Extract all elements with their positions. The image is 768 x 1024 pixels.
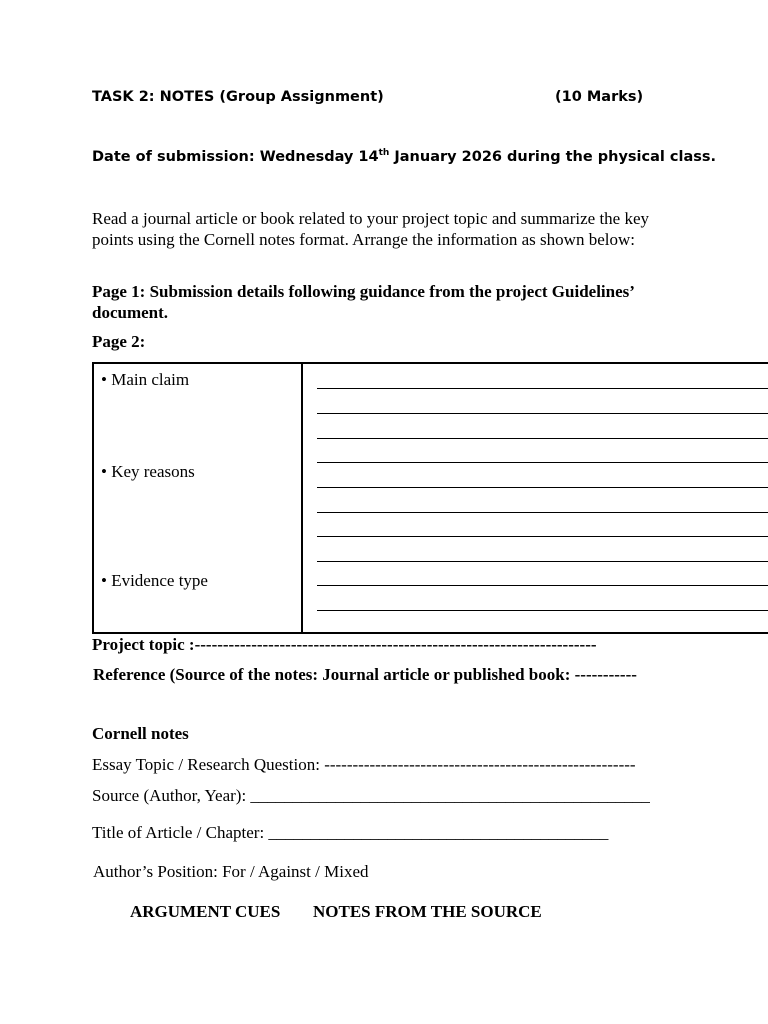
page1-description: Page 1: Submission details following guidance from the project Guidelines’ document.	[92, 282, 634, 322]
note-line	[317, 585, 768, 586]
cue-main-claim: • Main claim	[101, 370, 190, 389]
task-marks: (10 Marks)	[555, 89, 644, 105]
project-topic-line: Project topic :-----------------------------------------------------------------------	[92, 635, 597, 654]
instructions-paragraph: Read a journal article or book related to your project topic and summarize the key points using the Cornell notes format. Arrange the information as shown below:	[92, 209, 650, 249]
cue-evidence-type: • Evidence type	[101, 571, 208, 590]
task-title: TASK 2: NOTES (Group Assignment)	[92, 89, 384, 105]
note-line	[317, 413, 768, 414]
cues-column	[94, 364, 303, 632]
argument-cues-heading: ARGUMENT CUES	[130, 902, 281, 921]
note-line	[317, 438, 768, 439]
cornell-notes-heading: Cornell notes	[92, 724, 189, 743]
notes-column	[303, 364, 768, 632]
note-line	[317, 462, 768, 463]
notes-from-source-heading: NOTES FROM THE SOURCE	[313, 902, 542, 921]
submission-date-prefix: Date of submission: Wednesday 14	[92, 149, 379, 165]
note-line	[317, 487, 768, 488]
cue-key-reasons: • Key reasons	[101, 462, 195, 481]
note-line	[317, 610, 768, 611]
reference-line: Reference (Source of the notes: Journal article or published book: -----------	[93, 665, 637, 684]
note-line	[317, 536, 768, 537]
note-line	[317, 388, 768, 389]
submission-date	[92, 149, 716, 165]
note-line	[317, 561, 768, 562]
submission-date-suffix: January 2026 during the physical class.	[389, 149, 717, 165]
page2-label: Page 2:	[92, 332, 146, 351]
date-ordinal-suffix: th	[378, 148, 390, 159]
source-line: Source (Author, Year): _______________________________________________	[92, 786, 650, 805]
title-of-article-line: Title of Article / Chapter: ________________________________________	[92, 823, 609, 842]
author-position-line: Author’s Position: For / Against / Mixed	[93, 862, 369, 881]
essay-topic-line: Essay Topic / Research Question: -------------------------------------------------------	[92, 755, 636, 774]
cornell-notes-table	[92, 362, 768, 634]
note-line	[317, 512, 768, 513]
